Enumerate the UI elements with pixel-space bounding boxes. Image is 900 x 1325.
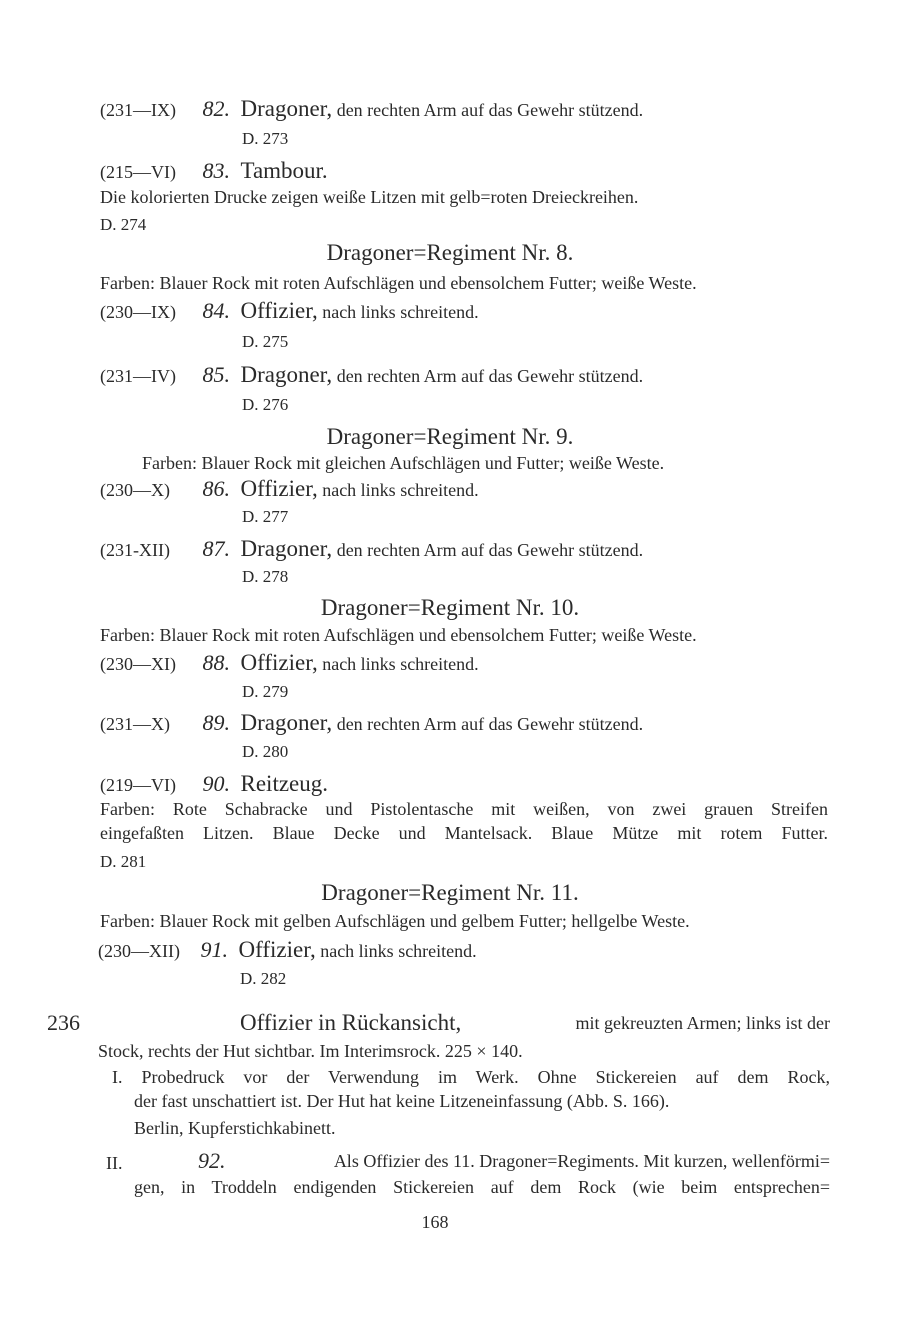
state-one-location: Berlin, Kupferstichkabinett. <box>134 1118 336 1138</box>
d-reference: D. 274 <box>100 215 147 234</box>
entry-title: Reitzeug. <box>240 771 328 796</box>
entry-82 <box>100 98 643 121</box>
entry-90 <box>100 773 328 796</box>
item-description: mit gekreuzten Armen; links ist der <box>575 1013 830 1033</box>
d-reference: D. 277 <box>242 507 289 526</box>
regiment-heading: Dragoner=Regiment Nr. 11. <box>321 880 579 905</box>
regiment-colors: Farben: Blauer Rock mit gelben Aufschlägen und gelbem Futter; hellgelbe Weste. <box>100 911 690 931</box>
item-title: Offizier in Rückansicht, <box>240 1010 462 1035</box>
entry-description: nach links schreitend. <box>320 941 477 961</box>
plate-number: 82. <box>202 96 230 121</box>
entry-note: Die kolorierten Drucke zeigen weiße Litzen mit gelb=roten Dreieckreihen. <box>100 187 639 207</box>
state-two-text: Als Offizier des 11. Dragoner=Regiments. Mit kurzen, wellenförmi= <box>333 1151 830 1171</box>
entry-title: Dragoner, <box>240 362 333 387</box>
entry-87 <box>100 538 643 561</box>
plate-number: 86. <box>202 476 230 501</box>
entry-84 <box>100 300 479 323</box>
entry-title: Offizier, <box>240 650 318 675</box>
entry-title: Tambour. <box>240 158 328 183</box>
regiment-heading: Dragoner=Regiment Nr. 10. <box>320 595 580 620</box>
entry-note: eingefaßten Litzen. Blaue Decke und Mantelsack. Blaue Mütze mit rotem Futter. <box>100 823 828 843</box>
catalog-ref: (230—IX) <box>100 302 176 322</box>
catalog-ref: (219—VI) <box>100 775 176 795</box>
plate-number: 87. <box>202 536 230 561</box>
regiment-colors: Farben: Blauer Rock mit gleichen Aufschlägen und Futter; weiße Weste. <box>142 453 665 473</box>
entry-title: Offizier, <box>240 298 318 323</box>
entry-85 <box>100 364 643 387</box>
d-reference: D. 273 <box>242 129 289 148</box>
entry-title: Offizier, <box>238 937 316 962</box>
d-reference: D. 282 <box>240 969 287 988</box>
plate-number: 83. <box>202 158 230 183</box>
plate-number: 91. <box>200 937 228 962</box>
entry-description: nach links schreitend. <box>322 654 479 674</box>
entry-86 <box>100 478 479 501</box>
entry-88 <box>100 652 479 675</box>
plate-number: 84. <box>202 298 230 323</box>
entry-title: Dragoner, <box>240 710 333 735</box>
plate-number: 88. <box>202 650 230 675</box>
catalog-ref: (230—XI) <box>100 654 176 674</box>
item-description: Stock, rechts der Hut sichtbar. Im Interimsrock. 225 × 140. <box>98 1041 523 1061</box>
regiment-colors: Farben: Blauer Rock mit roten Aufschlägen und ebensolchem Futter; weiße Weste. <box>100 273 697 293</box>
state-one-text: I. Probedruck vor der Verwendung im Werk. Ohne Stickereien auf dem Rock, <box>112 1067 830 1087</box>
plate-number: 90. <box>202 771 230 796</box>
catalog-ref: (231—X) <box>100 714 170 734</box>
catalog-ref: (230—X) <box>100 480 170 500</box>
d-reference: D. 280 <box>242 742 289 761</box>
entry-89 <box>100 712 643 735</box>
catalog-ref: (215—VI) <box>100 162 176 182</box>
page-number: 168 <box>421 1212 449 1232</box>
d-reference: D. 279 <box>242 682 289 701</box>
entry-91 <box>98 939 477 962</box>
entry-title: Dragoner, <box>240 536 333 561</box>
entry-description: den rechten Arm auf das Gewehr stützend. <box>336 540 644 560</box>
entry-description: nach links schreitend. <box>322 480 479 500</box>
entry-note: Farben: Rote Schabracke und Pistolentasche mit weißen, von zwei grauen Streifen <box>100 799 828 819</box>
d-reference: D. 281 <box>100 852 147 871</box>
state-two-first-line <box>198 1150 830 1172</box>
state-two-text: gen, in Troddeln endigenden Stickereien auf dem Rock (wie beim entsprechen= <box>134 1177 830 1197</box>
item-236-first-line <box>240 1012 830 1034</box>
state-two-label: II. <box>106 1153 123 1173</box>
regiment-heading: Dragoner=Regiment Nr. 9. <box>326 424 574 449</box>
catalog-number: 236 <box>47 1010 80 1035</box>
entry-title: Offizier, <box>240 476 318 501</box>
catalog-ref: (231—IV) <box>100 366 176 386</box>
entry-83 <box>100 160 328 183</box>
catalog-ref: (231-XII) <box>100 540 170 560</box>
entry-description: den rechten Arm auf das Gewehr stützend. <box>336 366 644 386</box>
catalog-ref: (230—XII) <box>98 941 180 961</box>
plate-number: 85. <box>202 362 230 387</box>
entry-title: Dragoner, <box>240 96 333 121</box>
catalog-ref: (231—IX) <box>100 100 176 120</box>
d-reference: D. 275 <box>242 332 289 351</box>
state-one-text: der fast unschattiert ist. Der Hut hat keine Litzeneinfassung (Abb. S. 166). <box>134 1091 670 1111</box>
entry-description: nach links schreitend. <box>322 302 479 322</box>
plate-number: 92. <box>198 1148 226 1173</box>
d-reference: D. 278 <box>242 567 289 586</box>
entry-description: den rechten Arm auf das Gewehr stützend. <box>336 100 644 120</box>
d-reference: D. 276 <box>242 395 289 414</box>
entry-description: den rechten Arm auf das Gewehr stützend. <box>336 714 644 734</box>
plate-number: 89. <box>202 710 230 735</box>
regiment-colors: Farben: Blauer Rock mit roten Aufschlägen und ebensolchem Futter; weiße Weste. <box>100 625 697 645</box>
regiment-heading: Dragoner=Regiment Nr. 8. <box>326 240 574 265</box>
